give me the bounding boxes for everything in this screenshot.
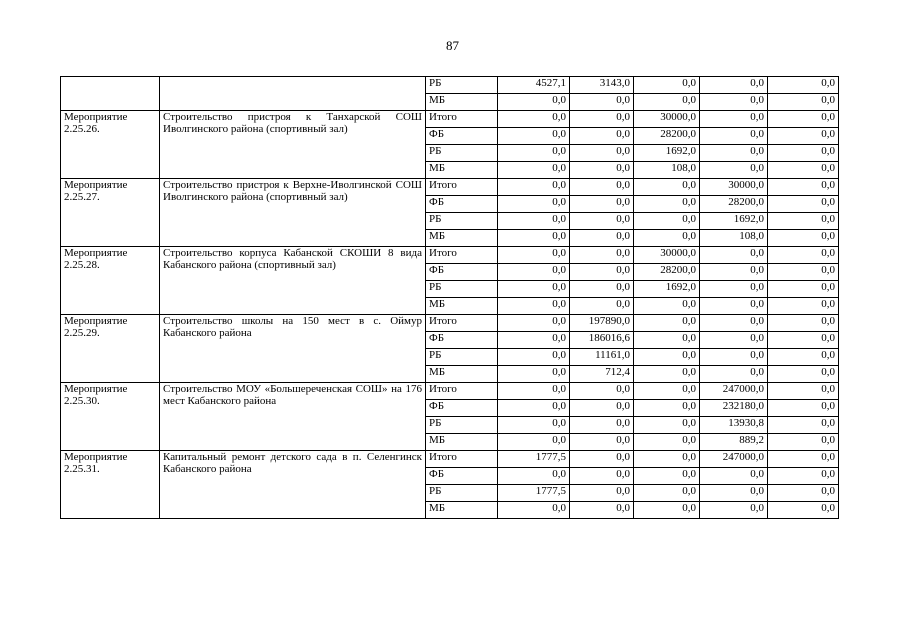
amount-cell: 0,0 [570, 400, 634, 417]
amount-cell: 0,0 [634, 94, 700, 111]
amount-cell: 1692,0 [634, 145, 700, 162]
amount-cell: 0,0 [768, 128, 839, 145]
amount-cell: 0,0 [634, 434, 700, 451]
amount-cell: 0,0 [570, 247, 634, 264]
event-name-cell: Строительство школы на 150 мест в с. Оймур Кабанского района [160, 315, 426, 383]
amount-cell: 30000,0 [634, 111, 700, 128]
amount-cell: 0,0 [498, 281, 570, 298]
amount-cell: 186016,6 [570, 332, 634, 349]
amount-cell: 0,0 [768, 94, 839, 111]
amount-cell: 3143,0 [570, 77, 634, 94]
event-name-cell: Строительство корпуса Кабанской СКОШИ 8 вида Кабанского района (спортивный зал) [160, 247, 426, 315]
amount-cell: 0,0 [634, 485, 700, 502]
budget-table [60, 76, 839, 519]
amount-cell: 28200,0 [700, 196, 768, 213]
funding-source-cell: МБ [426, 298, 498, 315]
amount-cell: 0,0 [498, 315, 570, 332]
amount-cell: 0,0 [700, 247, 768, 264]
amount-cell: 0,0 [634, 451, 700, 468]
funding-source-cell: МБ [426, 94, 498, 111]
funding-source-cell: РБ [426, 281, 498, 298]
amount-cell: 0,0 [768, 162, 839, 179]
amount-cell: 0,0 [768, 468, 839, 485]
event-code-cell: Мероприятие 2.25.28. [61, 247, 160, 315]
table-row [61, 451, 839, 468]
amount-cell: 0,0 [634, 213, 700, 230]
amount-cell: 0,0 [700, 485, 768, 502]
amount-cell: 28200,0 [634, 128, 700, 145]
amount-cell: 13930,8 [700, 417, 768, 434]
funding-source-cell: ФБ [426, 264, 498, 281]
table-row [61, 315, 839, 332]
amount-cell: 247000,0 [700, 451, 768, 468]
amount-cell: 0,0 [700, 264, 768, 281]
amount-cell: 1692,0 [700, 213, 768, 230]
funding-source-cell: РБ [426, 417, 498, 434]
table-row [61, 179, 839, 196]
event-code-cell: Мероприятие 2.25.26. [61, 111, 160, 179]
amount-cell: 0,0 [700, 94, 768, 111]
amount-cell: 0,0 [634, 468, 700, 485]
amount-cell: 0,0 [570, 451, 634, 468]
amount-cell: 28200,0 [634, 264, 700, 281]
budget-table-body [61, 77, 839, 519]
amount-cell: 0,0 [768, 451, 839, 468]
amount-cell: 0,0 [700, 349, 768, 366]
funding-source-cell: РБ [426, 349, 498, 366]
amount-cell: 0,0 [768, 417, 839, 434]
amount-cell: 0,0 [634, 383, 700, 400]
amount-cell: 247000,0 [700, 383, 768, 400]
amount-cell: 0,0 [768, 281, 839, 298]
event-code-cell: Мероприятие 2.25.30. [61, 383, 160, 451]
amount-cell: 0,0 [498, 196, 570, 213]
amount-cell: 0,0 [768, 349, 839, 366]
funding-source-cell: МБ [426, 502, 498, 519]
amount-cell: 4527,1 [498, 77, 570, 94]
amount-cell: 0,0 [570, 502, 634, 519]
funding-source-cell: Итого [426, 451, 498, 468]
amount-cell: 0,0 [768, 213, 839, 230]
event-name-cell: Строительство пристроя к Верхне-Иволгинской СОШ Иволгинского района (спортивный зал) [160, 179, 426, 247]
table-row [61, 247, 839, 264]
amount-cell: 0,0 [768, 77, 839, 94]
amount-cell: 0,0 [634, 502, 700, 519]
amount-cell: 0,0 [768, 230, 839, 247]
amount-cell: 0,0 [634, 77, 700, 94]
funding-source-cell: Итого [426, 111, 498, 128]
amount-cell: 0,0 [570, 213, 634, 230]
amount-cell: 0,0 [498, 434, 570, 451]
amount-cell: 0,0 [634, 179, 700, 196]
event-code-cell: Мероприятие 2.25.29. [61, 315, 160, 383]
amount-cell: 0,0 [498, 128, 570, 145]
amount-cell: 0,0 [570, 468, 634, 485]
amount-cell: 1777,5 [498, 485, 570, 502]
amount-cell: 0,0 [570, 281, 634, 298]
event-name-cell [160, 77, 426, 111]
amount-cell: 0,0 [498, 94, 570, 111]
amount-cell: 0,0 [768, 298, 839, 315]
amount-cell: 889,2 [700, 434, 768, 451]
funding-source-cell: ФБ [426, 400, 498, 417]
funding-source-cell: ФБ [426, 468, 498, 485]
amount-cell: 0,0 [634, 315, 700, 332]
amount-cell: 712,4 [570, 366, 634, 383]
amount-cell: 30000,0 [700, 179, 768, 196]
funding-source-cell: МБ [426, 230, 498, 247]
amount-cell: 1692,0 [634, 281, 700, 298]
amount-cell: 0,0 [498, 179, 570, 196]
funding-source-cell: МБ [426, 434, 498, 451]
funding-source-cell: Итого [426, 383, 498, 400]
table-row [61, 111, 839, 128]
funding-source-cell: Итого [426, 315, 498, 332]
amount-cell: 11161,0 [570, 349, 634, 366]
amount-cell: 0,0 [700, 468, 768, 485]
table-row [61, 383, 839, 400]
amount-cell: 0,0 [570, 94, 634, 111]
event-name-cell: Строительство пристроя к Танхарской СОШ Иволгинского района (спортивный зал) [160, 111, 426, 179]
amount-cell: 0,0 [768, 111, 839, 128]
page-number: 87 [446, 38, 459, 53]
amount-cell: 0,0 [768, 400, 839, 417]
amount-cell: 0,0 [498, 264, 570, 281]
amount-cell: 0,0 [768, 179, 839, 196]
amount-cell: 232180,0 [700, 400, 768, 417]
amount-cell: 0,0 [570, 196, 634, 213]
amount-cell: 1777,5 [498, 451, 570, 468]
amount-cell: 0,0 [634, 349, 700, 366]
amount-cell: 0,0 [570, 111, 634, 128]
funding-source-cell: МБ [426, 366, 498, 383]
amount-cell: 0,0 [634, 230, 700, 247]
amount-cell: 0,0 [498, 162, 570, 179]
amount-cell: 0,0 [768, 502, 839, 519]
amount-cell: 0,0 [498, 111, 570, 128]
amount-cell: 0,0 [768, 247, 839, 264]
amount-cell: 0,0 [498, 383, 570, 400]
amount-cell: 0,0 [700, 77, 768, 94]
amount-cell: 0,0 [768, 366, 839, 383]
amount-cell: 0,0 [700, 111, 768, 128]
amount-cell: 0,0 [700, 128, 768, 145]
amount-cell: 0,0 [570, 162, 634, 179]
amount-cell: 0,0 [768, 315, 839, 332]
amount-cell: 0,0 [498, 145, 570, 162]
funding-source-cell: ФБ [426, 128, 498, 145]
amount-cell: 0,0 [570, 145, 634, 162]
amount-cell: 0,0 [570, 179, 634, 196]
amount-cell: 0,0 [700, 145, 768, 162]
amount-cell: 30000,0 [634, 247, 700, 264]
amount-cell: 0,0 [634, 196, 700, 213]
amount-cell: 0,0 [498, 332, 570, 349]
amount-cell: 0,0 [498, 247, 570, 264]
amount-cell: 0,0 [570, 128, 634, 145]
amount-cell: 0,0 [700, 298, 768, 315]
funding-source-cell: РБ [426, 485, 498, 502]
amount-cell: 0,0 [498, 468, 570, 485]
funding-source-cell: РБ [426, 145, 498, 162]
event-name-cell: Капитальный ремонт детского сада в п. Селенгинск Кабанского района [160, 451, 426, 519]
amount-cell: 0,0 [768, 332, 839, 349]
amount-cell: 0,0 [570, 230, 634, 247]
amount-cell: 0,0 [700, 502, 768, 519]
amount-cell: 0,0 [634, 366, 700, 383]
amount-cell: 0,0 [498, 213, 570, 230]
amount-cell: 0,0 [570, 485, 634, 502]
amount-cell: 0,0 [498, 417, 570, 434]
amount-cell: 0,0 [570, 264, 634, 281]
amount-cell: 0,0 [700, 162, 768, 179]
amount-cell: 108,0 [700, 230, 768, 247]
funding-source-cell: ФБ [426, 332, 498, 349]
amount-cell: 108,0 [634, 162, 700, 179]
amount-cell: 0,0 [634, 332, 700, 349]
amount-cell: 0,0 [498, 349, 570, 366]
amount-cell: 0,0 [700, 315, 768, 332]
amount-cell: 0,0 [768, 383, 839, 400]
amount-cell: 0,0 [768, 145, 839, 162]
amount-cell: 0,0 [498, 366, 570, 383]
amount-cell: 0,0 [498, 502, 570, 519]
event-code-cell [61, 77, 160, 111]
amount-cell: 0,0 [634, 400, 700, 417]
amount-cell: 0,0 [700, 281, 768, 298]
funding-source-cell: ФБ [426, 196, 498, 213]
funding-source-cell: РБ [426, 213, 498, 230]
amount-cell: 0,0 [768, 196, 839, 213]
event-code-cell: Мероприятие 2.25.31. [61, 451, 160, 519]
amount-cell: 0,0 [570, 298, 634, 315]
amount-cell: 197890,0 [570, 315, 634, 332]
table-row [61, 77, 839, 94]
amount-cell: 0,0 [634, 298, 700, 315]
amount-cell: 0,0 [570, 383, 634, 400]
amount-cell: 0,0 [570, 417, 634, 434]
amount-cell: 0,0 [768, 264, 839, 281]
amount-cell: 0,0 [498, 230, 570, 247]
amount-cell: 0,0 [634, 417, 700, 434]
amount-cell: 0,0 [768, 434, 839, 451]
amount-cell: 0,0 [498, 298, 570, 315]
event-name-cell: Строительство МОУ «Большереченская СОШ» на 176 мест Кабанского района [160, 383, 426, 451]
funding-source-cell: Итого [426, 179, 498, 196]
event-code-cell: Мероприятие 2.25.27. [61, 179, 160, 247]
funding-source-cell: МБ [426, 162, 498, 179]
amount-cell: 0,0 [768, 485, 839, 502]
amount-cell: 0,0 [498, 400, 570, 417]
amount-cell: 0,0 [700, 366, 768, 383]
amount-cell: 0,0 [570, 434, 634, 451]
funding-source-cell: Итого [426, 247, 498, 264]
funding-source-cell: РБ [426, 77, 498, 94]
amount-cell: 0,0 [700, 332, 768, 349]
